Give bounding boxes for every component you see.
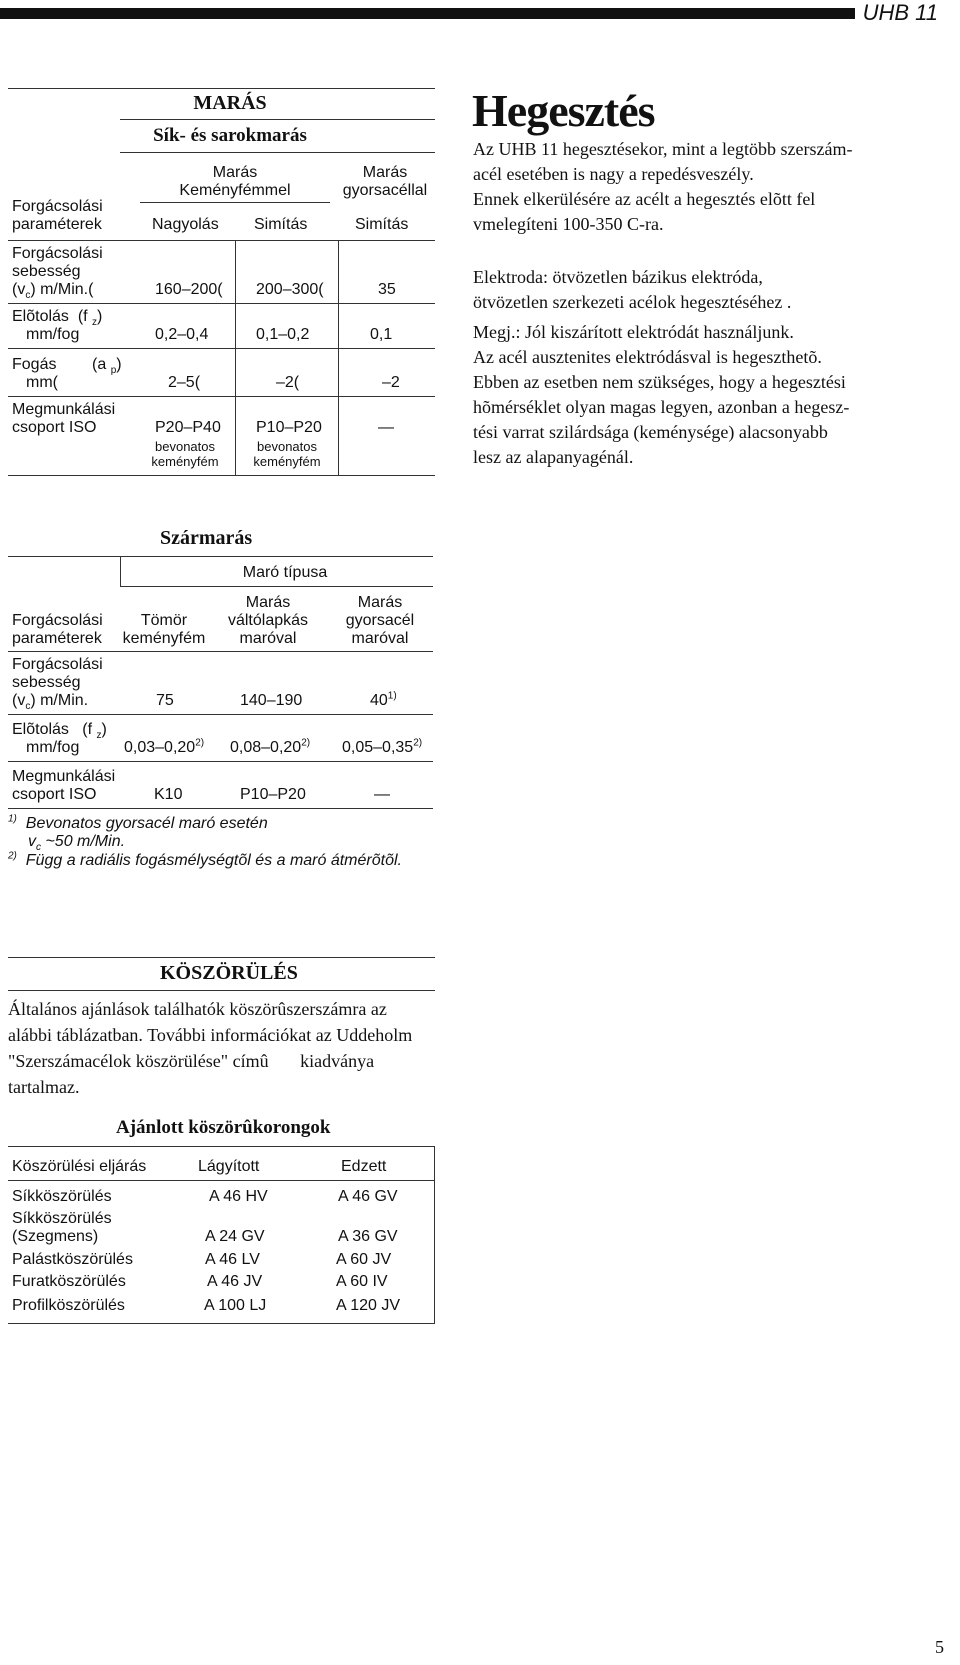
- grinding-row4-process: Furatköszörülés: [12, 1273, 126, 1290]
- grinding-table-title: Ajánlott köszörûkorongok: [116, 1117, 331, 1138]
- maras-row1-rule: [8, 303, 435, 304]
- szarmaras-top-rule: [8, 556, 433, 557]
- maras-row4-label-1: Megmunkálási: [12, 401, 116, 418]
- szarmaras-row1-rule: [8, 714, 433, 715]
- maras-col-nagyolas: Nagyolás: [152, 216, 219, 233]
- grinding-row5-process: Profilköszörülés: [12, 1297, 125, 1314]
- szarmaras-row2-val-2: 0,08–0,20$^{2)}$: [230, 737, 311, 756]
- grinding-row2-annealed: A 24 GV: [205, 1228, 265, 1245]
- szarmaras-row3-label-1: Megmunkálási: [12, 768, 116, 785]
- szarmaras-vsep-top: [120, 556, 121, 586]
- maras-title: MARÁS: [193, 92, 267, 114]
- maras-row2-label-2: mm/fog: [26, 326, 80, 343]
- maras-row2-rule: [8, 348, 435, 349]
- maras-row3-val-2: –2(: [276, 374, 300, 391]
- szarmaras-footnote-1: $^{1)}$ Bevonatos gyorsacél maró esetén $v_c$ ~50 m/Min.: [8, 813, 268, 854]
- szarmaras-row1-label-2: sebesség: [12, 674, 81, 691]
- grinding-row2-hardened: A 36 GV: [338, 1228, 398, 1245]
- maras-row3-label-1: Fogás (a $_p$): [12, 356, 122, 377]
- szarmaras-col-hss: Marás gyorsacél maróval: [345, 594, 415, 647]
- szarmaras-row3-val-2: P10–P20: [240, 786, 306, 803]
- maras-group-hss: Marás gyorsacéllal: [342, 164, 428, 199]
- maras-row1-label-1: Forgácsolási: [12, 245, 103, 262]
- szarmaras-row3-label-2: csoport ISO: [12, 786, 97, 803]
- koszorules-top-rule: [8, 957, 435, 958]
- szarmaras-row2-val-1: 0,03–0,20$^{2)}$: [124, 737, 205, 756]
- maras-col-simitas-1: Simítás: [254, 216, 308, 233]
- page-number: 5: [935, 1637, 944, 1657]
- header-title: UHB 11: [862, 0, 938, 25]
- hegesztes-paragraph-3: Megj.: Jól kiszárított elektródát használjunk. Az acél ausztenites elektródásval is hegeszthetõ. Ebben az esetben nem szükséges, hogy a hegesztési hõmérséklet olyan magas legyen, azonban a hegesz- tési varrat szilárdsága (keménysége) alacsonyabb lesz az alapanyagénál.: [473, 322, 850, 467]
- grinding-row5-annealed: A 100 LJ: [204, 1297, 267, 1314]
- maras-row4-note-1: bevonatos keményfém: [151, 439, 219, 469]
- szarmaras-col-solid-carbide: Tömör keményfém: [122, 612, 206, 647]
- hegesztes-paragraph-2: Elektroda: ötvözetlen bázikus elektróda, ötvözetlen szerkezeti acélok hegesztéséhez .: [473, 267, 792, 312]
- szarmaras-row2-label-2: mm/fog: [26, 739, 80, 756]
- maras-row1-val-3: 35: [378, 281, 396, 298]
- szarmaras-row2-label-1: Elõtolás (f $_z$): [12, 721, 107, 742]
- szarmaras-col-indexable: Marás váltólapkás maróval: [227, 594, 309, 647]
- maras-row4-note-2: bevonatos keményfém: [253, 439, 321, 469]
- maras-row4-val-2: P10–P20: [256, 419, 322, 436]
- maras-top-rule: [8, 88, 435, 89]
- maras-row4-val-3: —: [378, 419, 394, 436]
- hegesztes-paragraph-1: Az UHB 11 hegesztésekor, mint a legtöbb szerszám- acél esetében is nagy a repedésveszély. Ennek elkerülésére az acélt a hegesztés elõtt fel vmelegíteni 100-350 C-ra.: [473, 139, 853, 234]
- koszorules-title: KÖSZÖRÜLÉS: [160, 962, 298, 984]
- szarmaras-param-header: Forgácsolási paraméterek: [12, 612, 103, 647]
- maras-row1-val-1: 160–200(: [155, 281, 223, 298]
- grinding-row3-process: Palástköszörülés: [12, 1251, 133, 1268]
- maras-vsep-1: [235, 240, 236, 475]
- koszorules-paragraph: Általános ajánlások találhatók köszörûszerszámra az alábbi táblázatban. További információkat az Uddeholm "Szerszámacélok köszörülése" címû kiadványa tartalmaz.: [8, 999, 413, 1097]
- maras-subtitle: Sík- és sarokmarás: [153, 125, 307, 146]
- maras-subtitle-rule: [120, 152, 435, 153]
- grinding-row1-hardened: A 46 GV: [338, 1188, 398, 1205]
- maras-title-rule: [120, 119, 435, 120]
- szarmaras-row1-val-1: 75: [156, 692, 174, 709]
- szarmaras-title: Szármarás: [160, 527, 253, 549]
- maras-header-rule: [8, 240, 435, 241]
- maras-col-simitas-2: Simítás: [355, 216, 409, 233]
- koszorules-title-rule: [8, 990, 435, 991]
- maras-row2-label-1: Elõtolás (f $_z$): [12, 308, 103, 329]
- grinding-row4-hardened: A 60 IV: [336, 1273, 388, 1290]
- grinding-header-hardened: Edzett: [341, 1158, 387, 1175]
- grinding-row1-annealed: A 46 HV: [209, 1188, 268, 1205]
- grinding-header-process: Köszörülési eljárás: [12, 1158, 147, 1175]
- szarmaras-row1-val-3: 40$^{1)}$: [370, 690, 397, 709]
- maras-row2-val-3: 0,1: [370, 326, 393, 343]
- maras-row1-label-3: $(v_c)$ m/Min.(: [12, 281, 94, 302]
- maras-group-carbide: Marás Keményfémmel: [179, 164, 291, 199]
- szarmaras-row2-val-3: 0,05–0,35$^{2)}$: [342, 737, 423, 756]
- szarmaras-row1-label-3: $(v_c)$ m/Min.: [12, 692, 89, 713]
- szarmaras-row1-val-2: 140–190: [240, 692, 303, 709]
- maras-bottom-rule: [8, 475, 435, 476]
- grinding-row3-hardened: A 60 JV: [336, 1251, 392, 1268]
- maras-row1-label-2: sebesség: [12, 263, 81, 280]
- maras-vsep-2: [338, 240, 339, 475]
- hegesztes-title: Hegesztés: [472, 85, 655, 136]
- szarmaras-row3-val-1: K10: [154, 786, 183, 803]
- szarmaras-bottom-rule: [8, 808, 433, 809]
- maras-row2-val-2: 0,1–0,2: [256, 326, 310, 343]
- grinding-row5-hardened: A 120 JV: [336, 1297, 401, 1314]
- grinding-table-header-rule: [8, 1180, 435, 1181]
- szarmaras-row2-rule: [8, 761, 433, 762]
- maras-row3-rule: [8, 396, 435, 397]
- maras-row3-val-1: 2–5(: [168, 374, 201, 391]
- header-bar: [0, 8, 855, 19]
- maras-row1-val-2: 200–300(: [256, 281, 324, 298]
- maras-row3-val-3: –2: [382, 374, 400, 391]
- maras-row4-val-1: P20–P40: [155, 419, 221, 436]
- grinding-row1-process: Síkköszörülés: [12, 1188, 112, 1205]
- maras-row4-label-2: csoport ISO: [12, 419, 97, 436]
- maras-param-header: Forgácsolási paraméterek: [12, 198, 103, 233]
- szarmaras-row1-label-1: Forgácsolási: [12, 656, 103, 673]
- maras-row2-val-1: 0,2–0,4: [155, 326, 209, 343]
- szarmaras-header-rule: [8, 651, 433, 652]
- maras-row3-label-2: mm(: [26, 374, 58, 391]
- szarmaras-footnote-2: $^{2)}$ Függ a radiális fogásmélységtõl és a maró átmérõtõl.: [8, 850, 402, 869]
- grinding-header-annealed: Lágyított: [198, 1158, 260, 1175]
- szarmaras-row3-val-3: —: [374, 786, 390, 803]
- grinding-row4-annealed: A 46 JV: [207, 1273, 263, 1290]
- grinding-row3-annealed: A 46 LV: [205, 1251, 260, 1268]
- szarmaras-group-rule: [120, 586, 433, 587]
- szarmaras-group-label: Maró típusa: [242, 564, 328, 581]
- maras-group-rule: [140, 202, 330, 203]
- grinding-row2-process: Síkköszörülés (Szegmens): [12, 1210, 112, 1245]
